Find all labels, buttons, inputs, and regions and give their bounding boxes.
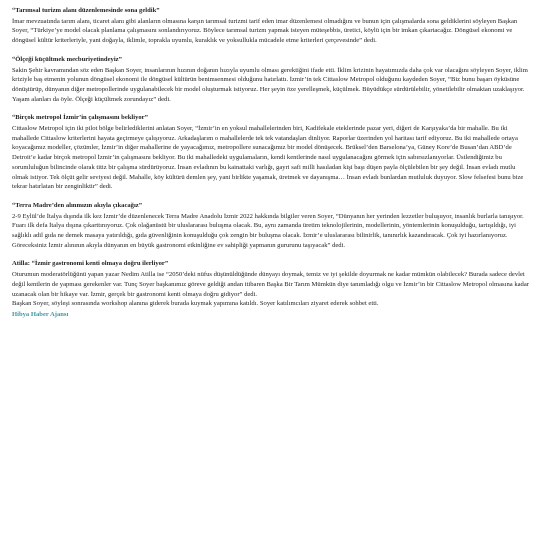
section-paragraph: Başkan Soyer, söyleşi sonrasında workshop alanına giderek burada kuymak yapımına katıldı. Soyer katılımcıları ziyaret ederek sohbet etti. — [12, 300, 379, 308]
section-heading: “Birçok metropol İzmir’in çalışmasını bekliyor” — [12, 114, 148, 122]
news-agency-source-link[interactable]: Hibya Haber Ajansı — [12, 310, 69, 318]
section-heading: Atilla: “İzmir gastronomi kenti olmaya doğru ilerliyor” — [12, 260, 169, 268]
section-scale — [12, 55, 532, 105]
section-heading: “Terra Madre’den alınmızın akıyla çıkacağız” — [12, 201, 143, 209]
section-paragraph: Oturumun moderatörlüğünü yapan yazar Nedim Atilla ise “2050’deki nüfus düşünüldüğünde dünyayı doymak, temiz ve iyi şekilde doyurmak ne kadar mümkün olabilecek? Burada sadece devlet değil kentlerin de yapması gerekenler var. Tunç Soyer başkanımız göreve geldiği andan itibaren Başka Bir Tarım Mümkün diye tanımladığı olgu ve İzmir’in bir Cittaslow Metropol olmasına kadar uzanacak olan bir hikaye var. İzmir, gerçek bir gastronomi kenti olmaya doğru gidiyor” dedi. — [12, 271, 529, 298]
section-metropolises — [12, 113, 532, 192]
section-gastronomy — [12, 259, 532, 309]
section-agro-tourism — [12, 6, 532, 46]
section-paragraph: İmar mevzuatında tarım alanı, ticaret alanı gibi alanların olmasına karşın tarımsal turizmi tarif eden imar düzenlemesi olmadığını ve bunun için çalışmalarda sona geldiklerini söyleyen Başkan Soyer, “Türkiye’ye model olacak planlama çalışmasını sonlandırıyoruz. Böylece tarımsal turizm yapmak isteyen müteşebbis, üretici, köylü için bir imkan çıkartacağız. Döngüsel ekonomi ve döngüsel kültür kriterleriyle, yani doğayla, iklimle, toprakla uyumlu, kuraklık ve yoksullukla mücadele etme kriterleri çerçevesinde” dedi. — [12, 17, 518, 45]
section-terra-madre — [12, 201, 532, 251]
section-heading: “Tarımsal turizm alanı düzenlemesinde sona geldik” — [12, 7, 160, 14]
section-paragraph: Sakin Şehir kavramından söz eden Başkan Soyer, insanlarının hızının doğanın hızıyla uyumlu olması gerektiğini ifade etti. İklim krizinin hayatımızda daha çok var olacağını söyleyen Soyer, iklim kriziyle baş etmenin yolunun döngüsel ekonomi ile döngüsel kültürün benimsenmesi olduğunu hatırlattı. İzmir’in tek Cittaslow Metropol olduğunu kaydeden Soyer, “Biz bunu başarı öyküsüne dönüştürüp, dünyanın diğer metropollerinde uygulanabilecek bir model oluşturmak istiyoruz. Her şeyin öze yerelleşmek, küçülmek. Büyüdükçe sürdürülebilir, yönetilebilir olmaktan uzaklaşıyor. Yaşam alanları da öyle. Ölçeği küçültmek zorundayız” dedi. — [12, 66, 528, 103]
section-paragraph: Cittaslow Metropol için iki pilot bölge belirlediklerini anlatan Soyer, “İzmir’in en yoksul mahallelerinden biri, Kadifekale eteklerinde pazar yeri, diğeri de Karşıyaka’da bir mahalle. Bu iki mahallede Cittaslow kriterlerini hayata geçirmeye çalışıyoruz. Arkadaşlarım o mahallelerde tek tek vatandaşları dinliyor. Raporlar üzerinden yol haritası tarif ediyoruz. Bu iki mahallede ortaya koyacağımız modeller, çözümler, İzmir’in diğer mahallerine de yayacağımız, metropollere sunacağımız bir model dönüşecek. Brüksel’den Barselona’ya, Güney Kore’de Busan’dan ABD’de Detroit’e kadar birçok metropol İzmir’in çalışmasını bekliyor. Bu iki mahalledeki uygulamaların, kendi kentlerinde nasıl uygulanacağını görmek için sabırsızlanıyorlar. Üstlendiğimiz bu sorumluluğun bilincinde olarak titiz bir çalışma sürdürüyoruz. İnsan evladının bu kainattaki varlığı, gayri safi milli hasıladan kişi başı düşen payla ölçülebilen bir şey değil. İnsan evladı mutlu olmak istiyor. Tek ölçüt gelir seviyesi değil. Mahalle, köy kültürü demlen şey, yani birlikte yaşamak, üretmek ve dayanışma… İnsan evladı bunlardan mutluluk duyuyor. Slow felsefesi bunu bize tekrar hatırlatan bir zenginliktir” dedi. — [12, 125, 524, 191]
section-paragraph: 2-9 Eylül’de İtalya dışında ilk kez İzmir’de düzenlenecek Terra Madre Anadolu İzmir 2022 hakkında bilgiler veren Soyer, “Dünyanın her yerinden lezzetler buluşuyor, insanlık burlarla tanışıyor. Fuarı ilk defa İtalya dışına çıkarttınıyoruz. Çok olağanüstü bir uluslararası buluşma olacak. Bu, aynı zamanda üretim teknolojilerinin, modellerinin, yöntemlerinin konuşulduğu, tartışıldığı, iyi sağlıklı adil gıda ne demek masaya yatırıldığı, gıda güvenliğinin konuşulduğu çok zengin bir buluşma olacak. İzmir’e uluslararası bilinirlik, tanınırlık kazandıracak. Çok iyi hazırlanıyoruz. Göreceksiniz İzmir alınının akıyla dünyanın en büyük gastronomi etkinliğine ev sahipliği yapmanın gururunu taşıyacak” dedi. — [12, 212, 524, 249]
section-heading: “Ölçeği küçültmek mecburiyetindeyiz” — [12, 55, 122, 63]
